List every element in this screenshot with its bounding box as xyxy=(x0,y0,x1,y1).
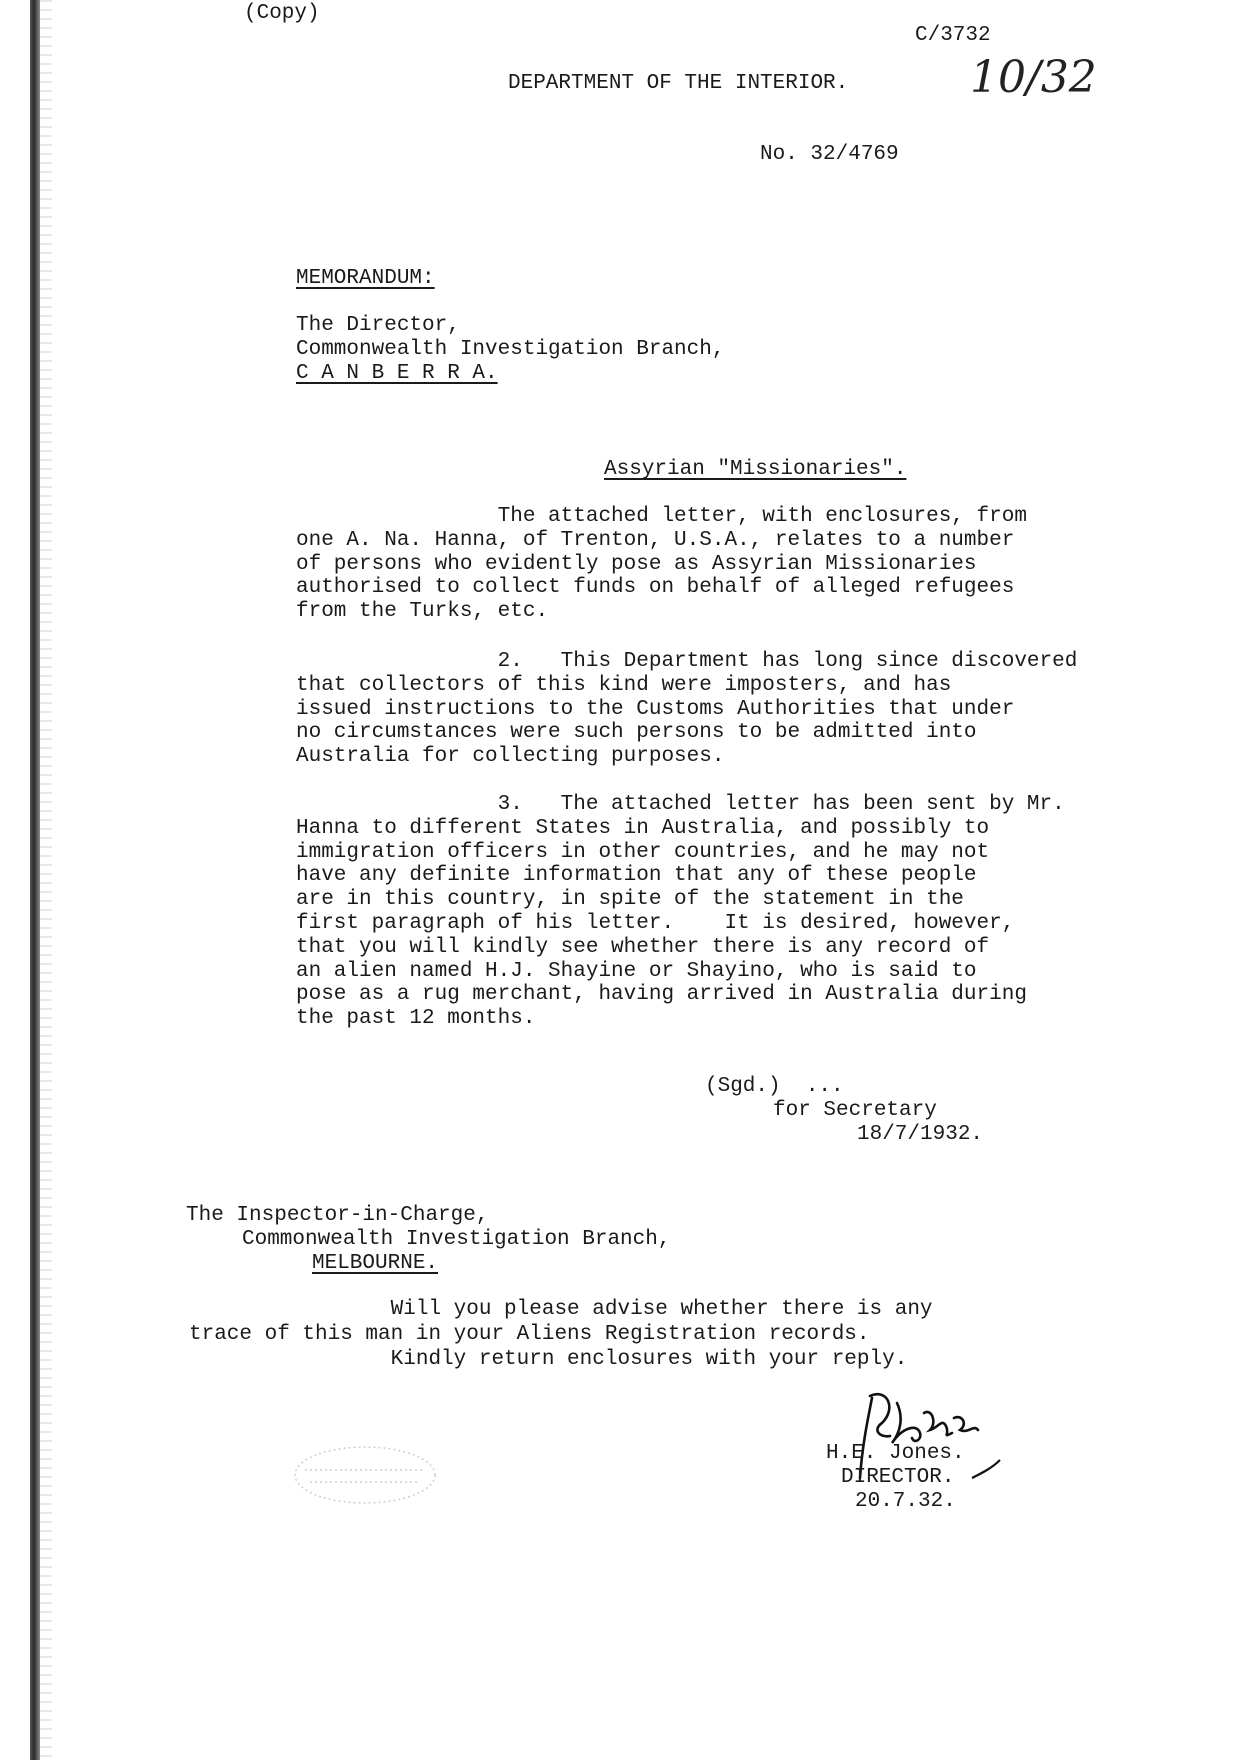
text-line: 2. This Department has long since discovered xyxy=(296,650,1078,673)
text-line: that you will kindly see whether there is any record of xyxy=(296,935,990,959)
text-line: 3. The attached letter has been sent by Mr. xyxy=(296,793,1065,816)
addressee-line: The Director, xyxy=(296,314,460,337)
text-line: are in this country, in spite of the statement in the xyxy=(296,888,964,912)
faint-stamp xyxy=(285,1440,445,1510)
text-line: pose as a rug merchant, having arrived in Australia during xyxy=(296,983,1027,1007)
signed-mark: (Sgd.) ... xyxy=(705,1075,844,1098)
forward-addressee-city: MELBOURNE. xyxy=(312,1252,439,1275)
for-secretary: for Secretary xyxy=(773,1099,937,1122)
text-line: that collectors of this kind were imposters, and has xyxy=(296,673,952,697)
paragraph-2 xyxy=(296,650,1156,769)
paragraph-3 xyxy=(296,793,1156,1031)
binding-edge xyxy=(30,0,40,1760)
text-line: Hanna to different States in Australia, and possibly to xyxy=(296,816,990,840)
signatory-name: H.E. Jones. xyxy=(826,1442,965,1465)
document-number: No. 32/4769 xyxy=(760,143,899,166)
text-line: first paragraph of his letter. It is desired, however, xyxy=(296,911,1015,935)
text-line: an alien named H.J. Shayine or Shayino, who is said to xyxy=(296,959,977,983)
signature-date: 20.7.32. xyxy=(855,1490,956,1513)
addressee-line: Commonwealth Investigation Branch, xyxy=(296,338,725,361)
text-line: have any definite information that any of these people xyxy=(296,864,977,888)
department-heading: DEPARTMENT OF THE INTERIOR. xyxy=(508,72,849,95)
memo-date: 18/7/1932. xyxy=(857,1123,984,1146)
paragraph-1 xyxy=(296,505,1156,624)
subject-heading: Assyrian "Missionaries". xyxy=(604,458,907,481)
text-line: from the Turks, etc. xyxy=(296,600,549,624)
text-line: one A. Na. Hanna, of Trenton, U.S.A., relates to a number xyxy=(296,528,1015,552)
text-line: The attached letter, with enclosures, from xyxy=(296,505,1027,528)
forward-body-line: Kindly return enclosures with your reply. xyxy=(189,1348,908,1371)
text-line: Australia for collecting purposes. xyxy=(296,745,725,769)
binding-shadow xyxy=(40,0,52,1760)
forward-addressee-line: The Inspector-in-Charge, xyxy=(186,1204,489,1227)
text-line: immigration officers in other countries, and he may not xyxy=(296,840,990,864)
copy-mark: (Copy) xyxy=(244,2,320,25)
addressee-city: C A N B E R R A. xyxy=(296,362,498,385)
text-line: issued instructions to the Customs Authorities that under xyxy=(296,697,1015,721)
handwritten-reference: 10/32 xyxy=(970,52,1097,103)
text-line: authorised to collect funds on behalf of alleged refugees xyxy=(296,576,1015,600)
forward-body-line: trace of this man in your Aliens Registration records. xyxy=(189,1323,870,1346)
memorandum-label: MEMORANDUM: xyxy=(296,267,435,290)
file-reference: C/3732 xyxy=(915,24,991,47)
forward-addressee-line: Commonwealth Investigation Branch, xyxy=(242,1228,671,1251)
text-line: no circumstances were such persons to be admitted into xyxy=(296,721,977,745)
text-line: of persons who evidently pose as Assyrian Missionaries xyxy=(296,552,977,576)
text-line: the past 12 months. xyxy=(296,1007,536,1031)
forward-body-line: Will you please advise whether there is any xyxy=(189,1298,933,1321)
signatory-title: DIRECTOR. xyxy=(841,1466,955,1489)
